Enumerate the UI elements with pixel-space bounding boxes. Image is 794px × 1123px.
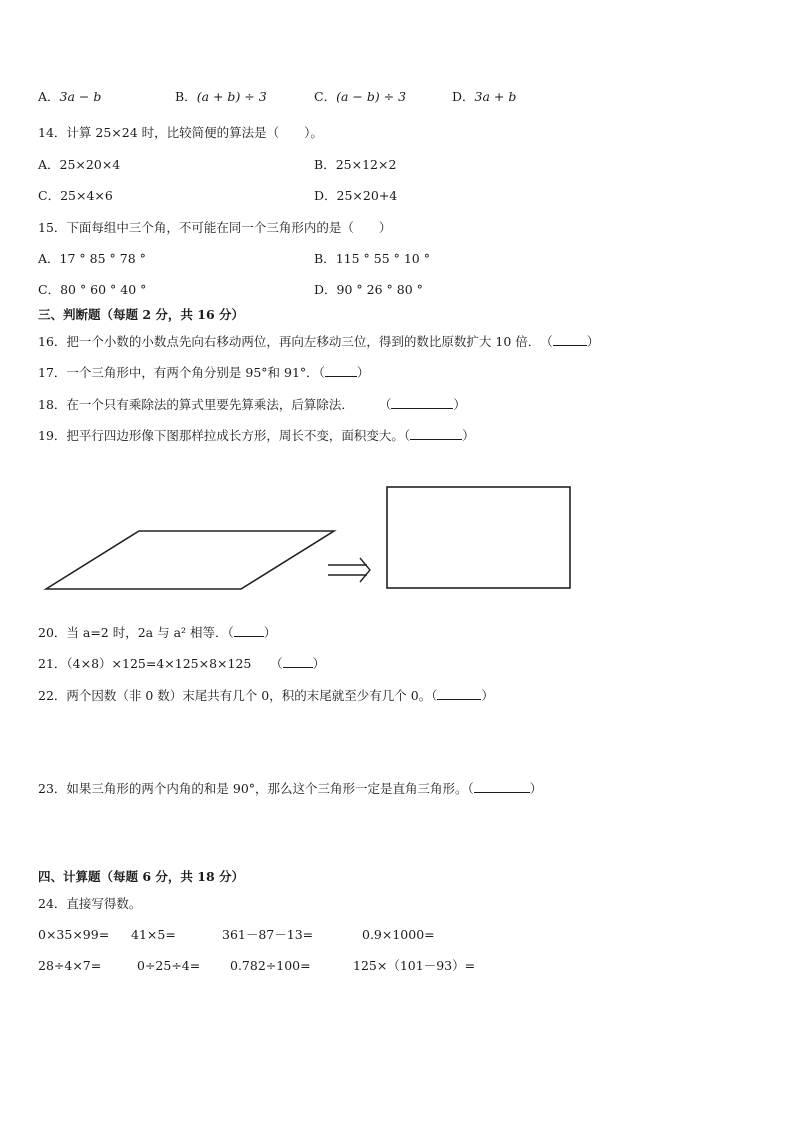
- question-text: 20．当 a=2 时，2a 与 a² 相等．（: [38, 625, 234, 640]
- option-label: D．: [314, 188, 337, 203]
- option-text: 25×4×6: [60, 188, 113, 203]
- q15-option-d: [314, 282, 423, 298]
- section-3-title: 三、判断题（每题 2 分，共 16 分）: [38, 307, 245, 322]
- q16: [38, 334, 599, 350]
- option-label: B．: [175, 89, 197, 104]
- rectangle: [387, 487, 570, 588]
- close-paren: ）: [356, 365, 370, 380]
- answer-blank[interactable]: [391, 397, 453, 409]
- option-label: D．: [452, 89, 475, 104]
- option-text: 80 ° 60 ° 40 °: [60, 282, 147, 297]
- answer-blank[interactable]: [325, 365, 357, 377]
- calc-item: 0.9×1000=: [362, 927, 435, 942]
- q19: [38, 428, 475, 444]
- option-label: A．: [38, 89, 60, 104]
- q15-option-a: [38, 251, 146, 267]
- close-paren: ）: [481, 688, 494, 703]
- option-label: C．: [314, 89, 337, 104]
- calc-item: 0×35×99=: [38, 927, 110, 942]
- answer-blank[interactable]: [283, 656, 313, 668]
- option-expression: 3a + b: [474, 89, 517, 104]
- option-text: 25×20+4: [336, 188, 398, 203]
- answer-blank[interactable]: [234, 625, 264, 637]
- option-label: A．: [38, 251, 60, 266]
- close-paren: ）: [312, 656, 326, 671]
- option-label: B．: [314, 157, 336, 172]
- q18: [38, 397, 466, 413]
- parallelogram: [46, 531, 334, 589]
- close-paren: ）: [453, 397, 466, 412]
- close-paren: ）: [586, 334, 600, 349]
- calc-item: 0÷25÷4=: [137, 958, 201, 973]
- implies-arrow-icon: [328, 558, 370, 582]
- q14-option-a: [38, 157, 120, 173]
- option-text: 25×12×2: [335, 157, 397, 172]
- question-text: 21．（4×8）×125=4×125×8×125 （: [38, 656, 283, 671]
- option-text: 115 ° 55 ° 10 °: [335, 251, 430, 266]
- calc-item: 361－87－13=: [222, 927, 314, 942]
- question-text: 23．如果三角形的两个内角的和是 90°，那么这个三角形一定是直角三角形。（: [38, 781, 474, 796]
- calc-item: 0.782÷100=: [230, 958, 311, 973]
- close-paren: ）: [529, 781, 543, 796]
- q15-option-c: [38, 282, 146, 298]
- option-label: B．: [314, 251, 336, 266]
- q17: [38, 365, 369, 381]
- answer-blank[interactable]: [410, 428, 462, 440]
- option-expression: (a − b) ÷ 3: [336, 89, 407, 104]
- q14-option-c: [38, 188, 113, 204]
- answer-blank[interactable]: [437, 688, 481, 700]
- option-label: A．: [38, 157, 60, 172]
- option-text: 25×20×4: [59, 157, 121, 172]
- question-text: 17．一个三角形中，有两个角分别是 95°和 91°．（: [38, 365, 325, 380]
- q15-stem: 15．下面每组中三个角，不可能在同一个三角形内的是（ ）: [38, 220, 392, 235]
- q14-option-d: [314, 188, 397, 204]
- q23: [38, 781, 542, 797]
- option-expression: 3a − b: [59, 89, 102, 104]
- answer-blank[interactable]: [474, 781, 530, 793]
- option-label: D．: [314, 282, 337, 297]
- option-text: 17 ° 85 ° 78 °: [59, 251, 146, 266]
- q15-option-b: [314, 251, 430, 267]
- q13-option-d: [452, 89, 516, 105]
- option-expression: (a + b) ÷ 3: [196, 89, 267, 104]
- q24-stem: 24．直接写得数。: [38, 896, 142, 911]
- calc-item: 125×（101－93）=: [353, 958, 476, 973]
- q19-figure: [36, 478, 596, 608]
- q13-option-c: [314, 89, 406, 105]
- close-paren: ）: [263, 625, 277, 640]
- q22: [38, 688, 494, 704]
- option-text: 90 ° 26 ° 80 °: [336, 282, 423, 297]
- q14-stem: 14．计算 25×24 时，比较简便的算法是（ ）。: [38, 125, 323, 140]
- option-label: C．: [38, 282, 61, 297]
- q13-option-b: [175, 89, 267, 105]
- calc-item: 41×5=: [131, 927, 176, 942]
- answer-blank[interactable]: [553, 334, 587, 346]
- question-text: 16．把一个小数的小数点先向右移动两位，再向左移动三位，得到的数比原数扩大 10 倍． （: [38, 334, 553, 349]
- question-text: 19．把平行四边形像下图那样拉成长方形，周长不变，面积变大。（: [38, 428, 411, 443]
- q13-option-a: [38, 89, 101, 105]
- q14-option-b: [314, 157, 396, 173]
- q21: [38, 656, 325, 672]
- close-paren: ）: [462, 428, 475, 443]
- question-text: 22．两个因数（非 0 数）末尾共有几个 0，积的末尾就至少有几个 0。（: [38, 688, 438, 703]
- option-label: C．: [38, 188, 61, 203]
- calc-item: 28÷4×7=: [38, 958, 102, 973]
- q20: [38, 625, 276, 641]
- question-text: 18．在一个只有乘除法的算式里要先算乘法，后算除法． （: [38, 397, 392, 412]
- section-4-title: 四、计算题（每题 6 分，共 18 分）: [38, 869, 245, 884]
